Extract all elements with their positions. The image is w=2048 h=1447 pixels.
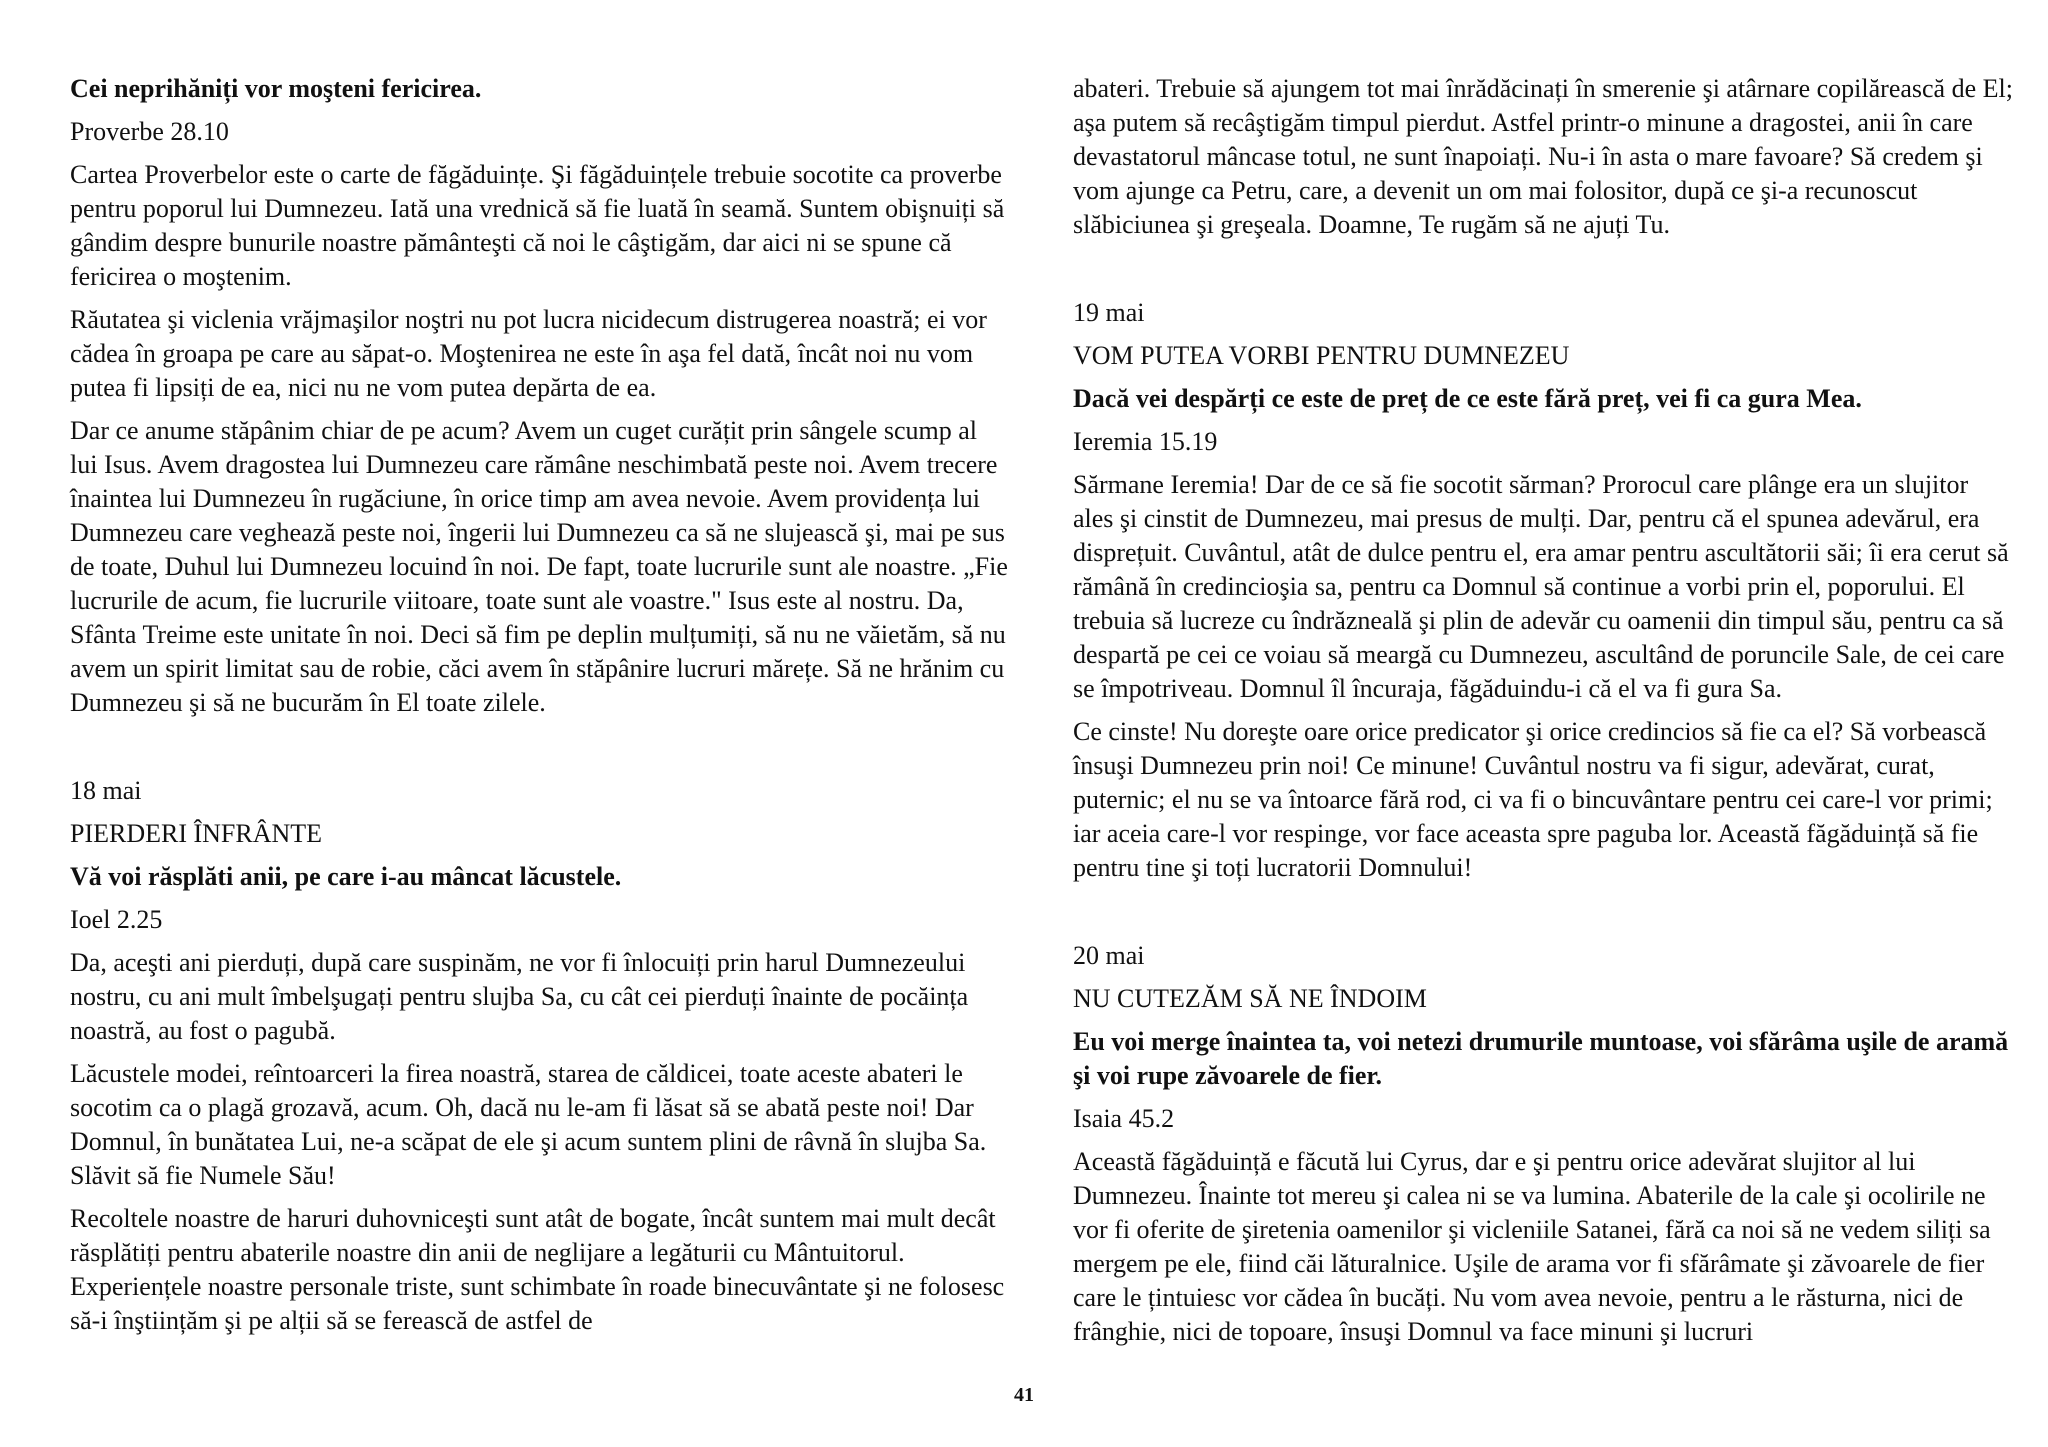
entry-promise: Dacă vei despărți ce este de preț de ce este fără preț, vei fi ca gura Mea.: [1073, 384, 1862, 413]
entry-title: VOM PUTEA VORBI PENTRU DUMNEZEU: [1073, 341, 1570, 370]
entry-title: PIERDERI ÎNFRÂNTE: [70, 819, 323, 848]
entry-reference: Isaia 45.2: [1073, 1104, 1175, 1133]
entry-date: 18 mai: [70, 776, 142, 805]
intro-paragraph: Dar ce anume stăpânim chiar de pe acum? Avem un cuget curățit prin sângele scump al lui Isus. Avem dragostea lui Dumnezeu care rămâne neschimbată peste noi. Avem trecere înaintea lui Dumnezeu în rugăciune, în orice timp am avea nevoie. Avem providența lui Dumnezeu care veghează peste noi, îngerii lui Dumnezeu ca să ne slujească şi, mai pe sus de toate, Duhul lui Dumnezeu locuind în noi. De fapt, toate lucrurile sunt ale noastre. „Fie lucrurile de acum, fie lucrurile viitoare, toate sunt ale voastre." Isus este al nostru. Da, Sfânta Treime este unitate în noi. Deci să fim pe deplin mulțumiți, să nu ne văietăm, să nu avem un spirit limitat sau de robie, căci avem în stăpânire lucruri mărețe. Să ne hrănim cu Dumnezeu şi să ne bucurăm în El toate zilele.: [70, 416, 1008, 717]
intro-paragraph: Răutatea şi viclenia vrăjmaşilor noştri nu pot lucra nicidecum distrugerea noastră; ei vor cădea în groapa pe care au săpat-o. Moştenirea ne este în aşa fel dată, încât noi nu vom putea fi lipsiți de ea, nici nu ne vom putea depărta de ea.: [70, 305, 987, 402]
entry-paragraph: Ce cinste! Nu doreşte oare orice predicator şi orice credincios să fie ca el? Să vorbească însuşi Dumnezeu prin noi! Ce minune! Cuvântul nostru va fi sigur, adevărat, curat, puternic; el nu se va întoarce fără rod, ci va fi o bincuvântare pentru cei care-l vor primi; iar aceia care-l vor respinge, vor face aceasta spre paguba lor. Această făgăduință să fie pentru tine şi toți lucratorii Domnului!: [1073, 717, 1993, 882]
entry-reference: Ieremia 15.19: [1073, 427, 1218, 456]
entry-paragraph: Sărmane Ieremia! Dar de ce să fie socotit sărman? Prorocul care plânge era un slujitor ales şi cinstit de Dumnezeu, mai presus de mulți. Dar, pentru că el spunea adevărul, era disprețuit. Cuvântul, atât de dulce pentru el, era amar pentru ascultătorii săi; îi era cerut să rămână în credincioşia sa, pentru ca Domnul să continue a vorbi prin el, poporului. El trebuia să lucreze cu îndrăzneală şi plin de adevăr cu oamenii din timpul său, pentru ca să despartă pe cei ce voiau să meargă cu Dumnezeu, ascultând de poruncile Sale, de cei care se împotriveau. Domnul îl încuraja, făgăduindu-i că el va fi gura Sa.: [1073, 470, 2009, 703]
intro-promise: Cei neprihăniți vor moşteni fericirea.: [70, 74, 482, 103]
continuation-paragraph: abateri. Trebuie să ajungem tot mai înrădăcinați în smerenie şi atârnare copilărească de El; aşa putem să recâştigăm timpul pierdut. Astfel printr-o minune a dragostei, anii în care devastatorul mâncase totul, ne sunt înapoiați. Nu-i în asta o mare favoare? Să credem şi vom ajunge ca Petru, care, a devenit un om mai folositor, după ce şi-a recunoscut slăbiciunea şi greşeala. Doamne, Te rugăm să ne ajuți Tu.: [1073, 74, 2013, 239]
entry-paragraph: Lăcustele modei, reîntoarceri la firea noastră, starea de căldicei, toate aceste abateri le socotim ca o plagă grozavă, acum. Oh, dacă nu le-am fi lăsat să se abată peste noi! Dar Domnul, în bunătatea Lui, ne-a scăpat de ele şi acum suntem plini de râvnă în slujba Sa. Slăvit să fie Numele Său!: [70, 1059, 987, 1190]
entry-reference: Ioel 2.25: [70, 905, 163, 934]
intro-reference: Proverbe 28.10: [70, 117, 229, 146]
left-column: [70, 72, 1010, 1347]
intro-paragraph: Cartea Proverbelor este o carte de făgăduințe. Şi făgăduințele trebuie socotite ca proverbe pentru poporul lui Dumnezeu. Iată una vrednică să fie luată în seamă. Suntem obişnuiți să gândim despre bunurile noastre pământeşti că noi le câştigăm, dar aici ni se spune că fericirea o moştenim.: [70, 160, 1005, 291]
entry-paragraph: Recoltele noastre de haruri duhovniceşti sunt atât de bogate, încât suntem mai mult decât răsplătiți pentru abaterile noastre din anii de neglijare a legăturii cu Mântuitorul. Experiențele noastre personale triste, sunt schimbate în roade binecuvântate şi ne folosesc să-i înştiințăm şi pe alții să se ferească de astfel de: [70, 1204, 1005, 1335]
entry-date: 20 mai: [1073, 941, 1145, 970]
page-number: 41: [1014, 1384, 1034, 1406]
entry-date: 19 mai: [1073, 298, 1145, 327]
right-column: [1073, 72, 2013, 1358]
entry-promise: Eu voi merge înaintea ta, voi netezi drumurile muntoase, voi sfărâma uşile de aramă şi voi rupe zăvoarele de fier.: [1073, 1027, 2009, 1090]
entry-promise: Vă voi răsplăti anii, pe care i-au mâncat lăcustele.: [70, 862, 622, 891]
entry-paragraph: Această făgăduință e făcută lui Cyrus, dar e şi pentru orice adevărat slujitor al lui Dumnezeu. Înainte tot mereu şi calea ni se va lumina. Abaterile de la cale şi ocolirile ne vor fi oferite de şiretenia oamenilor şi vicleniile Satanei, fără ca noi să ne vedem siliți sa mergem pe ele, fiind căi lăturalnice. Uşile de arama vor fi sfărâmate şi zăvoarele de fier care le țintuiesc vor cădea în bucăți. Nu vom avea nevoie, pentru a le răsturna, nici de frânghie, nici de topoare, însuşi Domnul va face minuni şi lucruri: [1073, 1147, 1991, 1346]
entry-paragraph: Da, aceşti ani pierduți, după care suspinăm, ne vor fi înlocuiți prin harul Dumnezeului nostru, cu ani mult îmbelşugați pentru slujba Sa, cu cât cei pierduți înainte de pocăința noastră, au fost o pagubă.: [70, 948, 969, 1045]
entry-title: NU CUTEZĂM SĂ NE ÎNDOIM: [1073, 984, 1427, 1013]
